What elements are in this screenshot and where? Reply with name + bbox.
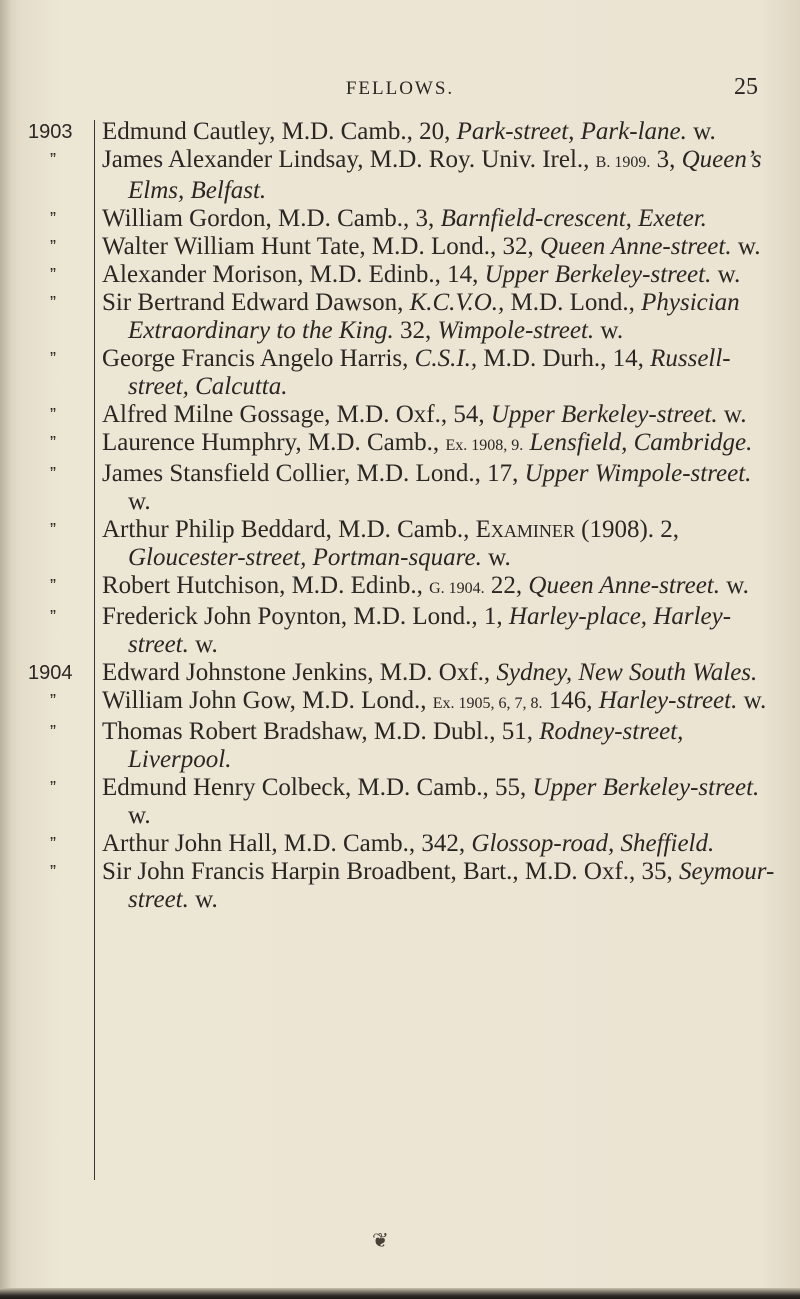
entry-segment: Arthur Philip Beddard, M.D. Camb., — [102, 516, 476, 543]
entry-segment: 146, — [542, 687, 599, 714]
fellow-entry-text — [102, 603, 778, 659]
entry-segment: w. — [128, 802, 151, 829]
exam-note: Ex. 1905, 6, 7, 8. — [432, 695, 543, 712]
fellow-entry — [0, 858, 800, 914]
address-italic: K.C.V.O., — [409, 289, 505, 316]
entry-segment: Edward Johnstone Jenkins, M.D. Oxf., — [102, 659, 497, 686]
address-italic: Seymour-street. — [128, 858, 775, 913]
fellow-entry-text — [102, 659, 778, 687]
fellow-entry — [0, 205, 800, 233]
entry-segment: Sir Bertrand Edward Dawson, — [102, 289, 410, 316]
entry-segment: w. — [188, 886, 218, 913]
fellow-entry-text — [102, 205, 778, 233]
entry-segment: Edmund Henry Colbeck, M.D. Camb., 55, — [102, 774, 533, 801]
entry-segment: w. — [128, 488, 151, 515]
year-ditto-mark: ” — [50, 834, 57, 854]
fellows-list — [0, 118, 800, 914]
year-ditto-mark: ” — [50, 349, 57, 369]
address-italic: Wimpole-street. — [437, 317, 595, 344]
printer-ornament: ❦ — [372, 1230, 389, 1252]
entry-segment: William Gordon, M.D. Camb., 3, — [102, 205, 441, 232]
election-year: 1904 — [28, 662, 73, 684]
address-italic: Queen Anne-street. — [528, 572, 720, 599]
address-italic: Upper Wimpole-street. — [524, 460, 752, 487]
entry-segment: w. — [188, 631, 218, 658]
address-italic: Lensfield, Cambridge. — [529, 429, 753, 456]
address-italic: C.S.I., — [414, 345, 478, 372]
address-italic: Queen’s Elms, Belfast. — [128, 146, 762, 204]
fellow-entry — [0, 233, 800, 261]
entry-segment: James Alexander Lindsay, M.D. Roy. Univ. Irel., — [102, 146, 596, 173]
entry-segment: (1908). 2, — [574, 516, 680, 543]
entry-segment: w. — [711, 261, 741, 288]
entry-segment: Walter William Hunt Tate, M.D. Lond., 32, — [102, 233, 540, 260]
entry-segment: Frederick John Poynton, M.D. Lond., 1, — [102, 603, 509, 630]
entry-segment: w. — [731, 233, 761, 260]
year-ditto-mark: ” — [50, 265, 57, 285]
fellow-entry-text — [102, 289, 778, 345]
exam-note: B. 1909. — [595, 154, 651, 171]
fellow-entry — [0, 603, 800, 659]
address-italic: Upper Berkeley-street. — [490, 401, 718, 428]
fellow-entry-text — [102, 516, 778, 572]
address-italic: Queen Anne-street. — [540, 233, 732, 260]
fellow-entry-text — [102, 687, 778, 718]
exam-note: Ex. 1908, 9. — [445, 437, 524, 454]
fellow-entry — [0, 687, 800, 718]
year-ditto-mark: ” — [50, 209, 57, 229]
fellow-entry — [0, 429, 800, 460]
exam-note: G. 1904. — [429, 580, 485, 597]
address-italic: Physician Extraordinary to the King. — [128, 289, 740, 344]
address-italic: Harley-street. — [598, 687, 738, 714]
year-ditto-mark: ” — [50, 237, 57, 257]
fellow-entry — [0, 261, 800, 289]
fellow-entry — [0, 830, 800, 858]
entry-segment: w. — [720, 572, 749, 599]
fellow-entry — [0, 774, 800, 830]
year-ditto-mark: ” — [50, 607, 57, 627]
address-italic: Barnfield-crescent, Exeter. — [440, 205, 707, 232]
fellow-entry-text — [102, 774, 778, 830]
year-ditto-mark: ” — [50, 576, 57, 596]
fellow-entry — [0, 289, 800, 345]
fellow-entry-text — [102, 858, 778, 914]
fellow-entry-text — [102, 572, 778, 603]
year-ditto-mark: ” — [50, 405, 57, 425]
entry-segment: Thomas Robert Bradshaw, M.D. Dubl., 51, — [102, 718, 540, 745]
fellow-entry-text — [102, 429, 778, 460]
page-bottom-edge — [0, 1288, 800, 1299]
address-italic: Russell-street, Calcutta. — [128, 345, 731, 400]
year-ditto-mark: ” — [50, 722, 57, 742]
year-ditto-mark: ” — [50, 862, 57, 882]
address-italic: Upper Berkeley-street. — [484, 261, 712, 288]
fellow-entry-text — [102, 718, 778, 774]
fellow-entry-text — [102, 146, 778, 205]
fellow-entry-text — [102, 118, 778, 146]
running-title: FELLOWS. — [345, 78, 455, 99]
fellow-entry-text — [102, 261, 778, 289]
fellow-entry — [0, 572, 800, 603]
entry-segment: Robert Hutchison, M.D. Edinb., — [102, 572, 430, 599]
entry-segment: Arthur John Hall, M.D. Camb., 342, — [102, 830, 472, 857]
election-year: 1903 — [28, 121, 73, 143]
year-ditto-mark: ” — [50, 778, 57, 798]
entry-segment: William John Gow, M.D. Lond., — [102, 687, 433, 714]
entry-segment: George Francis Angelo Harris, — [102, 345, 415, 372]
address-italic: Glossop-road, Sheffield. — [471, 830, 715, 857]
entry-segment: 32, — [393, 317, 438, 344]
entry-segment: Laurence Humphry, M.D. Camb., — [102, 429, 446, 456]
entry-segment: 22, — [484, 572, 529, 599]
entry-segment: w. — [481, 544, 511, 571]
fellow-entry — [0, 345, 800, 401]
page-number: 25 — [734, 74, 758, 100]
fellow-entry — [0, 118, 800, 146]
entry-segment: Alexander Morison, M.D. Edinb., 14, — [102, 261, 485, 288]
fellow-entry-text — [102, 233, 778, 261]
entry-segment: 3, — [650, 146, 682, 173]
address-italic: Upper Berkeley-street. — [532, 774, 760, 801]
entry-segment: w. — [737, 687, 767, 714]
fellow-entry-text — [102, 401, 778, 429]
fellow-entry — [0, 516, 800, 572]
entry-segment: Edmund Cautley, M.D. Camb., 20, — [102, 118, 457, 145]
address-italic: Sydney, New South Wales. — [496, 659, 758, 686]
fellow-entry — [0, 460, 800, 516]
office-title: Examiner — [475, 516, 575, 543]
fellow-entry-text — [102, 345, 778, 401]
entry-segment: Alfred Milne Gossage, M.D. Oxf., 54, — [102, 401, 491, 428]
address-italic: Gloucester-street, Portman-square. — [128, 544, 482, 571]
entry-segment: James Stansfield Collier, M.D. Lond., 17, — [102, 460, 525, 487]
fellow-entry — [0, 659, 800, 687]
fellow-entry — [0, 718, 800, 774]
entry-segment: Sir John Francis Harpin Broadbent, Bart., M.D. Oxf., 35, — [102, 858, 680, 885]
fellow-entry — [0, 401, 800, 429]
year-ditto-mark: ” — [50, 433, 57, 453]
year-ditto-mark: ” — [50, 150, 57, 170]
fellow-entry — [0, 146, 800, 205]
entry-segment: w. — [594, 317, 624, 344]
year-ditto-mark: ” — [50, 691, 57, 711]
entry-segment: M.D. Lond., — [504, 289, 642, 316]
fellow-entry-text — [102, 830, 778, 858]
year-ditto-mark: ” — [50, 520, 57, 540]
entry-segment: w. — [717, 401, 747, 428]
address-italic: Harley-place, Harley-street. — [128, 603, 732, 658]
address-italic: Rodney-street, Liverpool. — [128, 718, 684, 773]
year-ditto-mark: ” — [50, 293, 57, 313]
fellow-entry-text — [102, 460, 778, 516]
year-ditto-mark: ” — [50, 464, 57, 484]
page-header — [0, 72, 800, 112]
entry-segment: w. — [686, 118, 716, 145]
entry-segment: M.D. Durh., 14, — [477, 345, 651, 372]
address-italic: Park-street, Park-lane. — [456, 118, 687, 145]
